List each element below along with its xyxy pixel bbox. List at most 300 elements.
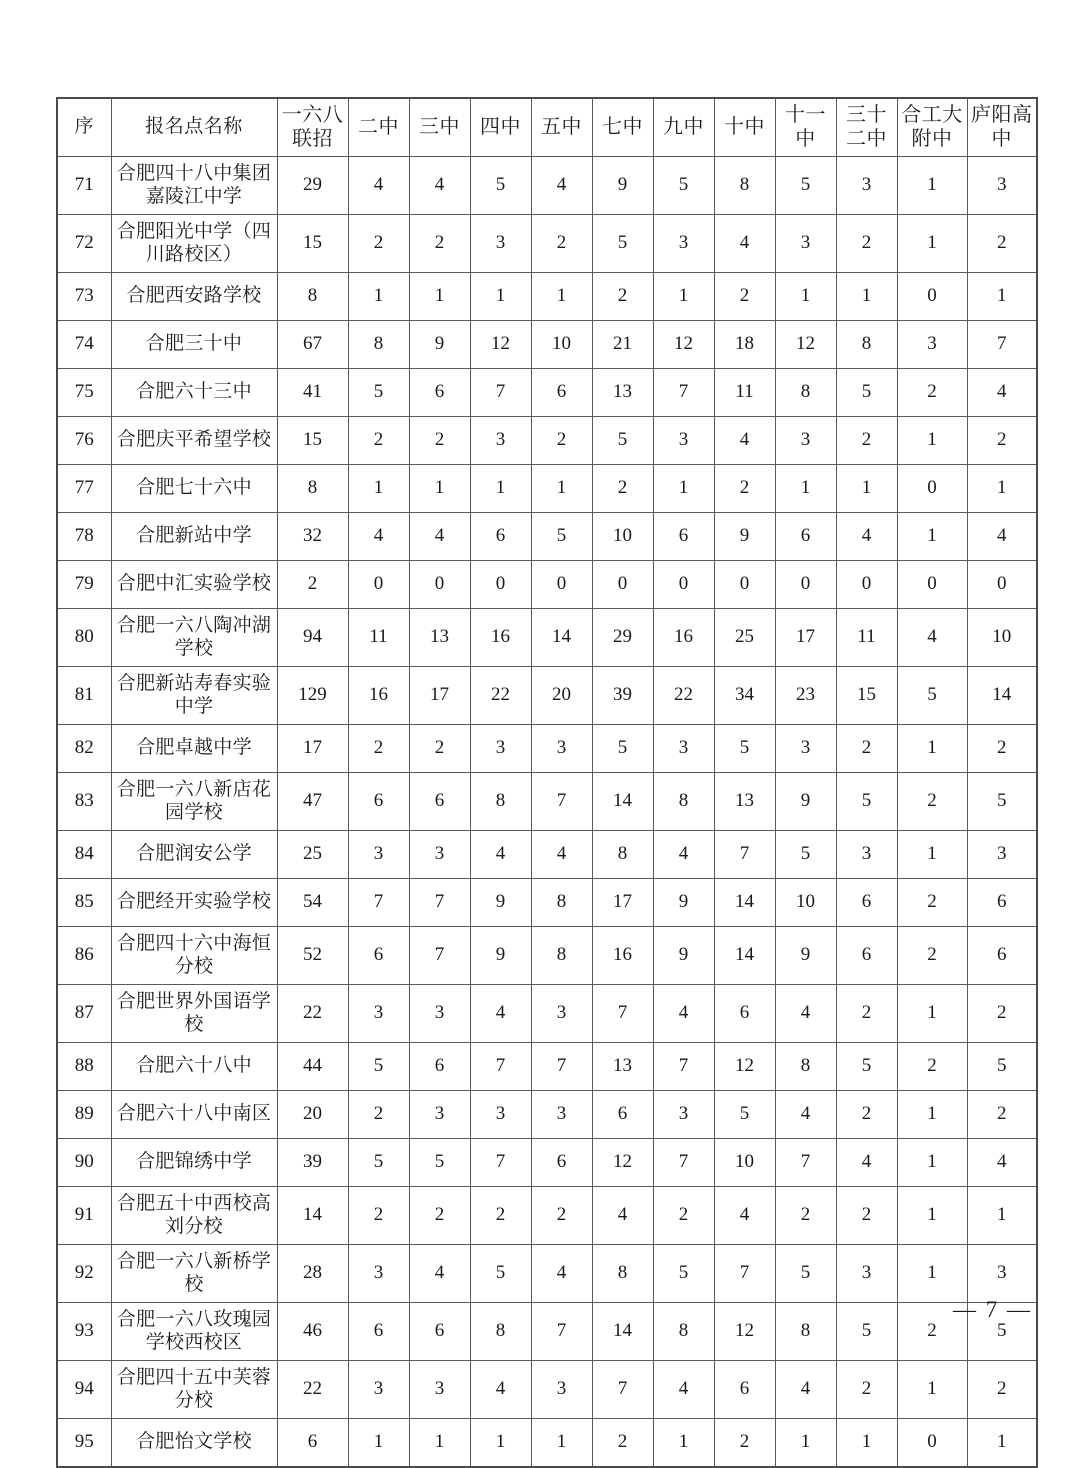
cell-school-name: 合肥四十五中芙蓉分校 xyxy=(111,1361,277,1419)
cell-cgd: 0 xyxy=(897,465,967,513)
cell-clyg: 14 xyxy=(967,667,1037,725)
cell-school-name: 合肥一六八新店花园学校 xyxy=(111,773,277,831)
cell-sequence: 83 xyxy=(57,773,111,831)
cell-sequence: 72 xyxy=(57,215,111,273)
cell-c168: 67 xyxy=(277,321,348,369)
column-header-c9: 九中 xyxy=(653,98,714,157)
cell-c9: 3 xyxy=(653,417,714,465)
cell-c2: 4 xyxy=(348,157,409,215)
cell-c32: 4 xyxy=(836,513,897,561)
table-row xyxy=(57,157,1037,215)
cell-c5: 0 xyxy=(531,561,592,609)
cell-school-name: 合肥世界外国语学校 xyxy=(111,985,277,1043)
enrollment-table xyxy=(56,97,1038,1468)
cell-cgd: 5 xyxy=(897,667,967,725)
cell-c4: 6 xyxy=(470,513,531,561)
table-row xyxy=(57,273,1037,321)
cell-c10: 2 xyxy=(714,465,775,513)
cell-c10: 18 xyxy=(714,321,775,369)
cell-c3: 4 xyxy=(409,157,470,215)
cell-c5: 7 xyxy=(531,1043,592,1091)
cell-cgd: 1 xyxy=(897,513,967,561)
table-row xyxy=(57,1043,1037,1091)
cell-cgd: 1 xyxy=(897,985,967,1043)
cell-c4: 16 xyxy=(470,609,531,667)
cell-c11: 4 xyxy=(775,1091,836,1139)
table-row xyxy=(57,1419,1037,1468)
cell-c5: 6 xyxy=(531,369,592,417)
cell-c7: 9 xyxy=(592,157,653,215)
cell-clyg: 4 xyxy=(967,513,1037,561)
cell-c10: 2 xyxy=(714,273,775,321)
cell-c10: 2 xyxy=(714,1419,775,1468)
table-row xyxy=(57,831,1037,879)
cell-c4: 7 xyxy=(470,1043,531,1091)
cell-c4: 8 xyxy=(470,773,531,831)
cell-cgd: 2 xyxy=(897,1043,967,1091)
cell-c10: 9 xyxy=(714,513,775,561)
cell-school-name: 合肥新站中学 xyxy=(111,513,277,561)
cell-c7: 5 xyxy=(592,215,653,273)
cell-c7: 5 xyxy=(592,417,653,465)
cell-sequence: 94 xyxy=(57,1361,111,1419)
cell-c4: 1 xyxy=(470,465,531,513)
cell-c168: 39 xyxy=(277,1139,348,1187)
cell-school-name: 合肥中汇实验学校 xyxy=(111,561,277,609)
cell-c2: 3 xyxy=(348,985,409,1043)
cell-school-name: 合肥一六八玫瑰园学校西校区 xyxy=(111,1303,277,1361)
cell-c7: 14 xyxy=(592,773,653,831)
cell-c9: 1 xyxy=(653,273,714,321)
cell-c3: 6 xyxy=(409,773,470,831)
cell-c2: 3 xyxy=(348,1245,409,1303)
cell-c4: 1 xyxy=(470,273,531,321)
cell-cgd: 1 xyxy=(897,1139,967,1187)
cell-c9: 4 xyxy=(653,1361,714,1419)
cell-c11: 12 xyxy=(775,321,836,369)
cell-c3: 9 xyxy=(409,321,470,369)
cell-c7: 0 xyxy=(592,561,653,609)
cell-c10: 34 xyxy=(714,667,775,725)
cell-sequence: 76 xyxy=(57,417,111,465)
table-row xyxy=(57,1139,1037,1187)
cell-c5: 2 xyxy=(531,215,592,273)
table-row xyxy=(57,1187,1037,1245)
cell-c32: 5 xyxy=(836,773,897,831)
cell-c7: 10 xyxy=(592,513,653,561)
cell-c4: 3 xyxy=(470,417,531,465)
cell-c10: 4 xyxy=(714,417,775,465)
cell-c168: 22 xyxy=(277,985,348,1043)
cell-cgd: 1 xyxy=(897,1091,967,1139)
cell-c168: 129 xyxy=(277,667,348,725)
cell-c5: 14 xyxy=(531,609,592,667)
cell-c32: 5 xyxy=(836,1043,897,1091)
cell-c168: 20 xyxy=(277,1091,348,1139)
cell-school-name: 合肥庆平希望学校 xyxy=(111,417,277,465)
cell-c11: 23 xyxy=(775,667,836,725)
cell-c32: 2 xyxy=(836,215,897,273)
cell-c168: 44 xyxy=(277,1043,348,1091)
cell-c2: 2 xyxy=(348,417,409,465)
cell-c32: 5 xyxy=(836,369,897,417)
cell-c10: 8 xyxy=(714,157,775,215)
cell-c10: 7 xyxy=(714,1245,775,1303)
table-row xyxy=(57,215,1037,273)
cell-c9: 8 xyxy=(653,1303,714,1361)
cell-c32: 3 xyxy=(836,1245,897,1303)
table-header xyxy=(57,98,1037,157)
cell-c168: 25 xyxy=(277,831,348,879)
cell-clyg: 6 xyxy=(967,927,1037,985)
cell-c32: 3 xyxy=(836,831,897,879)
cell-c7: 14 xyxy=(592,1303,653,1361)
cell-c4: 4 xyxy=(470,831,531,879)
cell-c32: 5 xyxy=(836,1303,897,1361)
cell-c168: 47 xyxy=(277,773,348,831)
cell-c32: 6 xyxy=(836,879,897,927)
cell-c7: 13 xyxy=(592,1043,653,1091)
cell-cgd: 0 xyxy=(897,561,967,609)
cell-c2: 16 xyxy=(348,667,409,725)
cell-clyg: 4 xyxy=(967,1139,1037,1187)
cell-c7: 8 xyxy=(592,831,653,879)
cell-school-name: 合肥五十中西校高刘分校 xyxy=(111,1187,277,1245)
cell-cgd: 4 xyxy=(897,609,967,667)
cell-c9: 22 xyxy=(653,667,714,725)
cell-c32: 11 xyxy=(836,609,897,667)
cell-c2: 5 xyxy=(348,369,409,417)
table-row xyxy=(57,879,1037,927)
cell-school-name: 合肥三十中 xyxy=(111,321,277,369)
cell-c3: 1 xyxy=(409,1419,470,1468)
cell-c9: 1 xyxy=(653,465,714,513)
cell-school-name: 合肥西安路学校 xyxy=(111,273,277,321)
cell-c11: 10 xyxy=(775,879,836,927)
column-header-c2: 二中 xyxy=(348,98,409,157)
table-row xyxy=(57,561,1037,609)
cell-c5: 4 xyxy=(531,831,592,879)
cell-clyg: 3 xyxy=(967,831,1037,879)
enrollment-table-container xyxy=(56,97,1033,1468)
cell-clyg: 2 xyxy=(967,215,1037,273)
cell-clyg: 10 xyxy=(967,609,1037,667)
cell-cgd: 2 xyxy=(897,369,967,417)
cell-c2: 1 xyxy=(348,1419,409,1468)
cell-c168: 22 xyxy=(277,1361,348,1419)
cell-c5: 8 xyxy=(531,879,592,927)
cell-sequence: 77 xyxy=(57,465,111,513)
cell-c11: 17 xyxy=(775,609,836,667)
cell-school-name: 合肥新站寿春实验中学 xyxy=(111,667,277,725)
cell-c7: 12 xyxy=(592,1139,653,1187)
cell-c10: 12 xyxy=(714,1303,775,1361)
cell-c3: 3 xyxy=(409,985,470,1043)
cell-c4: 5 xyxy=(470,1245,531,1303)
column-header-seq: 序 xyxy=(57,98,111,157)
cell-sequence: 79 xyxy=(57,561,111,609)
cell-cgd: 2 xyxy=(897,773,967,831)
column-header-cgd: 合工大附中 xyxy=(897,98,967,157)
page-number: — 7 — xyxy=(953,1297,1032,1322)
cell-sequence: 91 xyxy=(57,1187,111,1245)
column-header-c4: 四中 xyxy=(470,98,531,157)
cell-sequence: 80 xyxy=(57,609,111,667)
table-row xyxy=(57,1091,1037,1139)
cell-clyg: 4 xyxy=(967,369,1037,417)
cell-school-name: 合肥六十八中 xyxy=(111,1043,277,1091)
cell-c168: 94 xyxy=(277,609,348,667)
cell-c3: 4 xyxy=(409,513,470,561)
cell-clyg: 2 xyxy=(967,985,1037,1043)
cell-c32: 4 xyxy=(836,1139,897,1187)
cell-school-name: 合肥卓越中学 xyxy=(111,725,277,773)
cell-c168: 29 xyxy=(277,157,348,215)
cell-sequence: 71 xyxy=(57,157,111,215)
cell-cgd: 1 xyxy=(897,417,967,465)
cell-c32: 2 xyxy=(836,1091,897,1139)
cell-c32: 2 xyxy=(836,417,897,465)
cell-c9: 12 xyxy=(653,321,714,369)
cell-c168: 28 xyxy=(277,1245,348,1303)
column-header-c7: 七中 xyxy=(592,98,653,157)
cell-c5: 1 xyxy=(531,273,592,321)
cell-c3: 17 xyxy=(409,667,470,725)
cell-school-name: 合肥一六八陶冲湖学校 xyxy=(111,609,277,667)
cell-c11: 9 xyxy=(775,773,836,831)
cell-c11: 4 xyxy=(775,985,836,1043)
cell-c3: 6 xyxy=(409,1303,470,1361)
cell-c3: 3 xyxy=(409,831,470,879)
cell-c7: 6 xyxy=(592,1091,653,1139)
cell-cgd: 1 xyxy=(897,215,967,273)
cell-c3: 2 xyxy=(409,417,470,465)
cell-c32: 8 xyxy=(836,321,897,369)
cell-c32: 2 xyxy=(836,985,897,1043)
cell-cgd: 0 xyxy=(897,1419,967,1468)
cell-c10: 6 xyxy=(714,1361,775,1419)
cell-sequence: 95 xyxy=(57,1419,111,1468)
cell-sequence: 73 xyxy=(57,273,111,321)
cell-c7: 7 xyxy=(592,1361,653,1419)
cell-c5: 10 xyxy=(531,321,592,369)
cell-c11: 1 xyxy=(775,1419,836,1468)
cell-c32: 15 xyxy=(836,667,897,725)
cell-cgd: 2 xyxy=(897,927,967,985)
cell-c168: 52 xyxy=(277,927,348,985)
cell-c2: 0 xyxy=(348,561,409,609)
cell-c2: 4 xyxy=(348,513,409,561)
cell-c10: 7 xyxy=(714,831,775,879)
table-row xyxy=(57,1303,1037,1361)
cell-c2: 5 xyxy=(348,1139,409,1187)
cell-sequence: 87 xyxy=(57,985,111,1043)
cell-c11: 8 xyxy=(775,369,836,417)
cell-c4: 7 xyxy=(470,369,531,417)
cell-c11: 6 xyxy=(775,513,836,561)
cell-c2: 1 xyxy=(348,465,409,513)
cell-c5: 3 xyxy=(531,1091,592,1139)
cell-c9: 7 xyxy=(653,369,714,417)
cell-c9: 9 xyxy=(653,927,714,985)
cell-c9: 0 xyxy=(653,561,714,609)
cell-c11: 7 xyxy=(775,1139,836,1187)
cell-c3: 7 xyxy=(409,927,470,985)
cell-c10: 0 xyxy=(714,561,775,609)
column-header-c11: 十一中 xyxy=(775,98,836,157)
cell-c10: 14 xyxy=(714,927,775,985)
cell-school-name: 合肥一六八新桥学校 xyxy=(111,1245,277,1303)
cell-sequence: 82 xyxy=(57,725,111,773)
cell-c4: 7 xyxy=(470,1139,531,1187)
cell-c7: 17 xyxy=(592,879,653,927)
cell-c3: 3 xyxy=(409,1091,470,1139)
cell-clyg: 2 xyxy=(967,725,1037,773)
cell-clyg: 1 xyxy=(967,273,1037,321)
cell-c5: 1 xyxy=(531,1419,592,1468)
cell-c9: 16 xyxy=(653,609,714,667)
cell-c2: 3 xyxy=(348,831,409,879)
cell-c10: 5 xyxy=(714,1091,775,1139)
cell-sequence: 89 xyxy=(57,1091,111,1139)
cell-c9: 3 xyxy=(653,1091,714,1139)
cell-c3: 6 xyxy=(409,1043,470,1091)
cell-c7: 13 xyxy=(592,369,653,417)
cell-c7: 2 xyxy=(592,1419,653,1468)
cell-school-name: 合肥锦绣中学 xyxy=(111,1139,277,1187)
cell-c9: 5 xyxy=(653,1245,714,1303)
cell-c7: 2 xyxy=(592,465,653,513)
cell-c4: 3 xyxy=(470,215,531,273)
cell-c4: 9 xyxy=(470,927,531,985)
cell-c10: 14 xyxy=(714,879,775,927)
cell-cgd: 1 xyxy=(897,1361,967,1419)
table-row xyxy=(57,927,1037,985)
cell-c10: 5 xyxy=(714,725,775,773)
cell-c7: 29 xyxy=(592,609,653,667)
cell-c2: 3 xyxy=(348,1361,409,1419)
cell-c2: 1 xyxy=(348,273,409,321)
cell-cgd: 1 xyxy=(897,1245,967,1303)
table-body xyxy=(57,157,1037,1468)
cell-c32: 6 xyxy=(836,927,897,985)
cell-c3: 5 xyxy=(409,1139,470,1187)
table-header-row xyxy=(57,98,1037,157)
cell-c3: 3 xyxy=(409,1361,470,1419)
cell-c11: 5 xyxy=(775,831,836,879)
cell-cgd: 1 xyxy=(897,157,967,215)
cell-cgd: 3 xyxy=(897,321,967,369)
cell-cgd: 1 xyxy=(897,831,967,879)
cell-clyg: 7 xyxy=(967,321,1037,369)
cell-c5: 20 xyxy=(531,667,592,725)
cell-c5: 3 xyxy=(531,725,592,773)
cell-c11: 3 xyxy=(775,215,836,273)
cell-c32: 2 xyxy=(836,1187,897,1245)
cell-c4: 9 xyxy=(470,879,531,927)
cell-c4: 8 xyxy=(470,1303,531,1361)
table-row xyxy=(57,513,1037,561)
column-header-c168: 一六八联招 xyxy=(277,98,348,157)
cell-c32: 0 xyxy=(836,561,897,609)
cell-c3: 0 xyxy=(409,561,470,609)
cell-c11: 1 xyxy=(775,465,836,513)
column-header-c5: 五中 xyxy=(531,98,592,157)
cell-c2: 6 xyxy=(348,927,409,985)
cell-clyg: 2 xyxy=(967,417,1037,465)
cell-c5: 2 xyxy=(531,1187,592,1245)
cell-school-name: 合肥经开实验学校 xyxy=(111,879,277,927)
cell-cgd: 0 xyxy=(897,273,967,321)
cell-c32: 1 xyxy=(836,273,897,321)
cell-c11: 1 xyxy=(775,273,836,321)
cell-c7: 21 xyxy=(592,321,653,369)
cell-c7: 5 xyxy=(592,725,653,773)
cell-c5: 3 xyxy=(531,1361,592,1419)
cell-c3: 2 xyxy=(409,215,470,273)
cell-school-name: 合肥怡文学校 xyxy=(111,1419,277,1468)
cell-clyg: 5 xyxy=(967,773,1037,831)
cell-sequence: 86 xyxy=(57,927,111,985)
cell-sequence: 93 xyxy=(57,1303,111,1361)
cell-c10: 13 xyxy=(714,773,775,831)
cell-c5: 2 xyxy=(531,417,592,465)
cell-c9: 8 xyxy=(653,773,714,831)
cell-school-name: 合肥七十六中 xyxy=(111,465,277,513)
cell-school-name: 合肥润安公学 xyxy=(111,831,277,879)
cell-c168: 17 xyxy=(277,725,348,773)
cell-c3: 6 xyxy=(409,369,470,417)
column-header-name: 报名点名称 xyxy=(111,98,277,157)
cell-c2: 5 xyxy=(348,1043,409,1091)
cell-clyg: 2 xyxy=(967,1091,1037,1139)
cell-c7: 16 xyxy=(592,927,653,985)
cell-c11: 3 xyxy=(775,725,836,773)
cell-clyg: 3 xyxy=(967,157,1037,215)
cell-c11: 3 xyxy=(775,417,836,465)
cell-c3: 4 xyxy=(409,1245,470,1303)
cell-c2: 7 xyxy=(348,879,409,927)
cell-c3: 1 xyxy=(409,465,470,513)
cell-clyg: 0 xyxy=(967,561,1037,609)
cell-c3: 2 xyxy=(409,725,470,773)
cell-c9: 4 xyxy=(653,985,714,1043)
cell-c9: 2 xyxy=(653,1187,714,1245)
cell-c10: 4 xyxy=(714,215,775,273)
cell-c7: 2 xyxy=(592,273,653,321)
cell-c9: 3 xyxy=(653,725,714,773)
cell-c4: 0 xyxy=(470,561,531,609)
cell-c9: 3 xyxy=(653,215,714,273)
cell-c5: 8 xyxy=(531,927,592,985)
cell-c168: 2 xyxy=(277,561,348,609)
cell-c4: 2 xyxy=(470,1187,531,1245)
cell-c10: 10 xyxy=(714,1139,775,1187)
cell-c4: 5 xyxy=(470,157,531,215)
cell-c9: 7 xyxy=(653,1139,714,1187)
cell-c5: 1 xyxy=(531,465,592,513)
cell-c9: 6 xyxy=(653,513,714,561)
cell-c4: 4 xyxy=(470,985,531,1043)
cell-sequence: 81 xyxy=(57,667,111,725)
cell-c9: 5 xyxy=(653,157,714,215)
cell-school-name: 合肥六十八中南区 xyxy=(111,1091,277,1139)
cell-c32: 2 xyxy=(836,725,897,773)
cell-c168: 46 xyxy=(277,1303,348,1361)
cell-sequence: 92 xyxy=(57,1245,111,1303)
table-row xyxy=(57,465,1037,513)
cell-c10: 25 xyxy=(714,609,775,667)
